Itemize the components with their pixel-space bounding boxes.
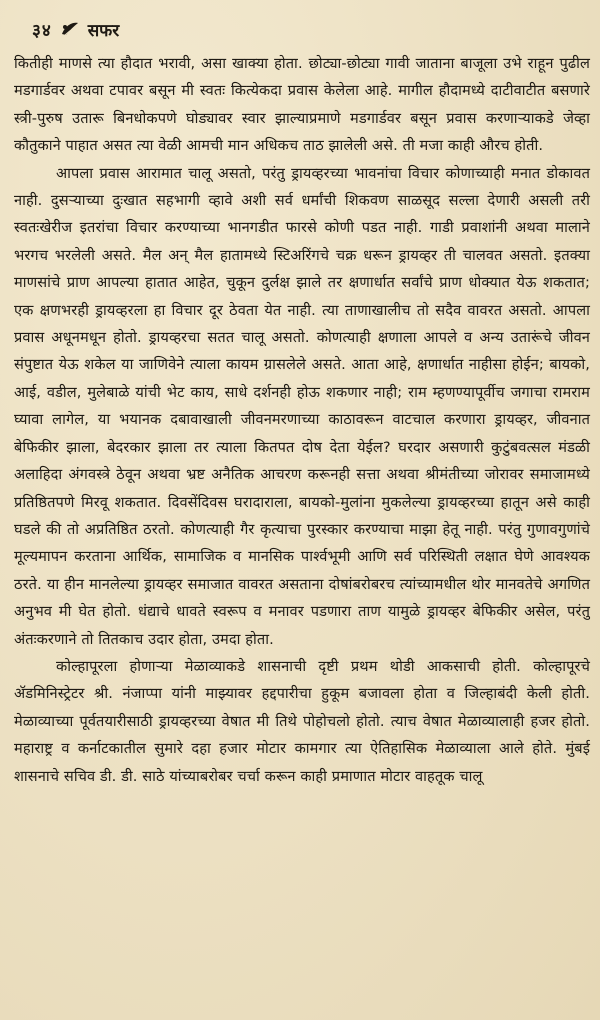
quill-flourish-icon <box>60 20 80 38</box>
paragraph: आपला प्रवास आरामात चालू असतो, परंतु ड्रायव्हरच्या भावनांचा विचार कोणाच्याही मनात डोकावत नाही. दुसऱ्याच्या दुःखात सहभागी व्हावे अशी सर्व धर्मांची शिकवण साळसूद सल्ला देणारी असली तरी स्वतःखेरीज इतरांचा विचार करण्याच्या भानगडीत फारसे कोणी पडत नाही. गाडी प्रवाशांनी अथवा मालाने भरगच भरलेली असते. मैल अन् मैल हातामध्ये स्टिअरिंगचे चक्र धरून ड्रायव्हर ती चालवत असतो. इतक्या माणसांचे प्राण आपल्या हातात आहेत, चुकून दुर्लक्ष झाले तर क्षणार्धात सर्वांचे प्राण धोक्यात येऊ शकतात; एक क्षणभरही ड्रायव्हरला हा विचार दूर ठेवता येत नाही. त्या ताणाखालीच तो सदैव वावरत असतो. आपला प्रवास अधूनमधून होतो. ड्रायव्हरचा सतत चालू असतो. कोणत्याही क्षणाला आपले व अन्य उतारूंचे जीवन संपुष्टात येऊ शकेल या जाणिवेने त्याला कायम ग्रासलेले असते. आता आहे, क्षणार्धात नाहीसा होईन; बायको, आई, वडील, मुलेबाळे यांची भेट काय, साधे दर्शनही होऊ शकणार नाही; राम म्हणण्यापूर्वीच जगाचा रामराम घ्यावा लागेल, या भयानक दबावाखाली जीवनमरणाच्या काठावरून वाटचाल करणारा ड्रायव्हर, जीवनात बेफिकीर झाला, बेदरकार झाला तर त्याला कितपत दोष देता येईल? घरदार असणारी कुटुंबवत्सल मंडळी अलाहिदा अंगवस्त्रे ठेवून अथवा भ्रष्ट अनैतिक आचरण करूनही सत्ता अथवा श्रीमंतीच्या जोरावर समाजामध्ये प्रतिष्ठितपणे मिरवू शकतात. दिवसेंदिवस घरादाराला, बायको-मुलांना मुकलेल्या ड्रायव्हरच्या हातून असे काही घडले की तो अप्रतिष्ठित ठरतो. कोणत्याही गैर कृत्याचा पुरस्कार करण्याचा माझा हेतू नाही. परंतु गुणावगुणांचे मूल्यमापन करताना आर्थिक, सामाजिक व मानसिक पार्श्वभूमी आणि सर्व परिस्थिती लक्षात घेणे आवश्यक ठरते. या हीन मानलेल्या ड्रायव्हर समाजात वावरत असताना दोषांबरोबरच त्यांच्यामधील थोर मानवतेचे अगणित अनुभव मी घेत होतो. धंद्याचे धावते स्वरूप व मनावर पडणारा ताण यामुळे ड्रायव्हर बेफिकीर असेल, परंतु अंतःकरणाने तो तितकाच उदार होता, उमदा होता. <box>14 164 590 648</box>
paragraph: कोल्हापूरला होणाऱ्या मेळाव्याकडे शासनाची दृष्टी प्रथम थोडी आकसाची होती. कोल्हापूरचे ॲडमिनिस्ट्रेटर श्री. नंजाप्पा यांनी माझ्यावर हद्दपारीचा हुकूम बजावला होता व जिल्हाबंदी केली होती. मेळाव्याच्या पूर्वतयारीसाठी ड्रायव्हरच्या वेषात मी तिथे पोहोचलो होतो. त्याच वेषात मेळाव्यालाही हजर होतो. महाराष्ट्र व कर्नाटकातील सुमारे दहा हजार मोटार कामगार त्या ऐतिहासिक मेळाव्याला आले होते. मुंबई शासनाचे सचिव डी. डी. साठे यांच्याबरोबर चर्चा करून काही प्रमाणात मोटार वाहतूक चालू <box>14 657 590 785</box>
page-number: ३४ <box>32 20 52 41</box>
book-page <box>14 8 590 1012</box>
page-header <box>14 8 590 50</box>
running-title: सफर <box>87 20 120 41</box>
body-text <box>14 50 590 790</box>
paragraph: कितीही माणसे त्या हौदात भरावी, असा खाक्या होता. छोट्या-छोट्या गावी जाताना बाजूला उभे राहून पुढील मडगार्डवर अथवा टपावर बसून मी स्वतः कित्येकदा प्रवास केलेला आहे. मागील हौदामध्ये दाटीवाटीत बसणारे स्त्री-पुरुष उतारू बिनधोकपणे घोड्यावर स्वार झाल्याप्रमाणे मडगार्डवर बसून प्रवास करणाऱ्याकडे जेव्हा कौतुकाने पाहात असत त्या वेळी आमची मान अधिकच ताठ झालेली असे. ती मजा काही औरच होती. <box>14 55 590 155</box>
